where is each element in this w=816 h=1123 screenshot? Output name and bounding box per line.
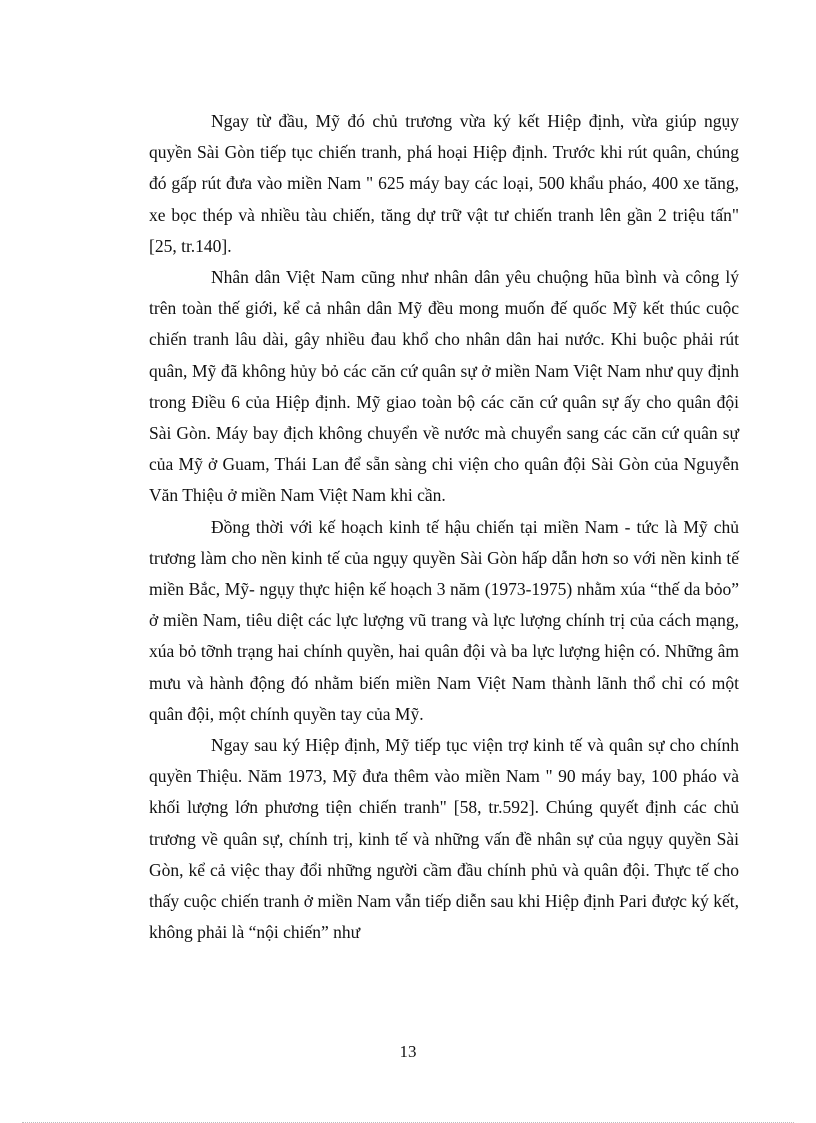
body-text xyxy=(149,106,739,948)
paragraph-2: Nhân dân Việt Nam cũng như nhân dân yêu chuộng hũa bình và công lý trên toàn thế giới, kể cả nhân dân Mỹ đều mong muốn đế quốc Mỹ kết thúc cuộc chiến tranh lâu dài, gây nhiều đau khổ cho nhân dân hai nước. Khi buộc phải rút quân, Mỹ đã không hủy bỏ các căn cứ quân sự ở miền Nam Việt Nam như quy định trong Điều 6 của Hiệp định. Mỹ giao toàn bộ các căn cứ quân sự ấy cho quân đội Sài Gòn. Máy bay địch không chuyển về nước mà chuyển sang các căn cứ quân sự của Mỹ ở Guam, Thái Lan để sẵn sàng chi viện cho quân đội Sài Gòn của Nguyễn Văn Thiệu ở miền Nam Việt Nam khi cần. xyxy=(149,267,739,506)
paragraph-3: Đồng thời với kế hoạch kinh tế hậu chiến tại miền Nam - tức là Mỹ chủ trương làm cho nền kinh tế của ngụy quyền Sài Gòn hấp dẫn hơn so với nền kinh tế miền Bắc, Mỹ- ngụy thực hiện kế hoạch 3 năm (1973-1975) nhằm xúa “thế da bỏo” ở miền Nam, tiêu diệt các lực lượng vũ trang và lực lượng chính trị của cách mạng, xúa bỏ tỡnh trạng hai chính quyền, hai quân đội và ba lực lượng hiện có. Những âm mưu và hành động đó nhằm biến miền Nam Việt Nam thành lãnh thổ chỉ có một quân đội, một chính quyền tay của Mỹ. xyxy=(149,516,739,724)
paragraph-4: Ngay sau ký Hiệp định, Mỹ tiếp tục viện trợ kinh tế và quân sự cho chính quyền Thiệu. Năm 1973, Mỹ đưa thêm vào miền Nam " 90 máy bay, 100 pháo và khối lượng lớn phương tiện chiến tranh" [58, tr.592]. Chúng quyết định các chủ trương về quân sự, chính trị, kinh tế và những vấn đề nhân sự của ngụy quyền Sài Gòn, kể cả việc thay đổi những người cầm đầu chính phủ và quân đội. Thực tế cho thấy cuộc chiến tranh ở miền Nam vẫn tiếp diễn sau khi Hiệp định Pari được ký kết, không phải là “nội chiến” như xyxy=(149,735,739,943)
page-number: 13 xyxy=(399,1042,417,1061)
paragraph-1: Ngay từ đầu, Mỹ đó chủ trương vừa ký kết Hiệp định, vừa giúp ngụy quyền Sài Gòn tiếp tục chiến tranh, phá hoại Hiệp định. Trước khi rút quân, chúng đó gấp rút đưa vào miền Nam " 625 máy bay các loại, 500 khẩu pháo, 400 xe tăng, xe bọc thép và nhiều tàu chiến, tăng dự trữ vật tư chiến tranh lên gần 2 triệu tấn" [25, tr.140]. xyxy=(149,111,739,256)
